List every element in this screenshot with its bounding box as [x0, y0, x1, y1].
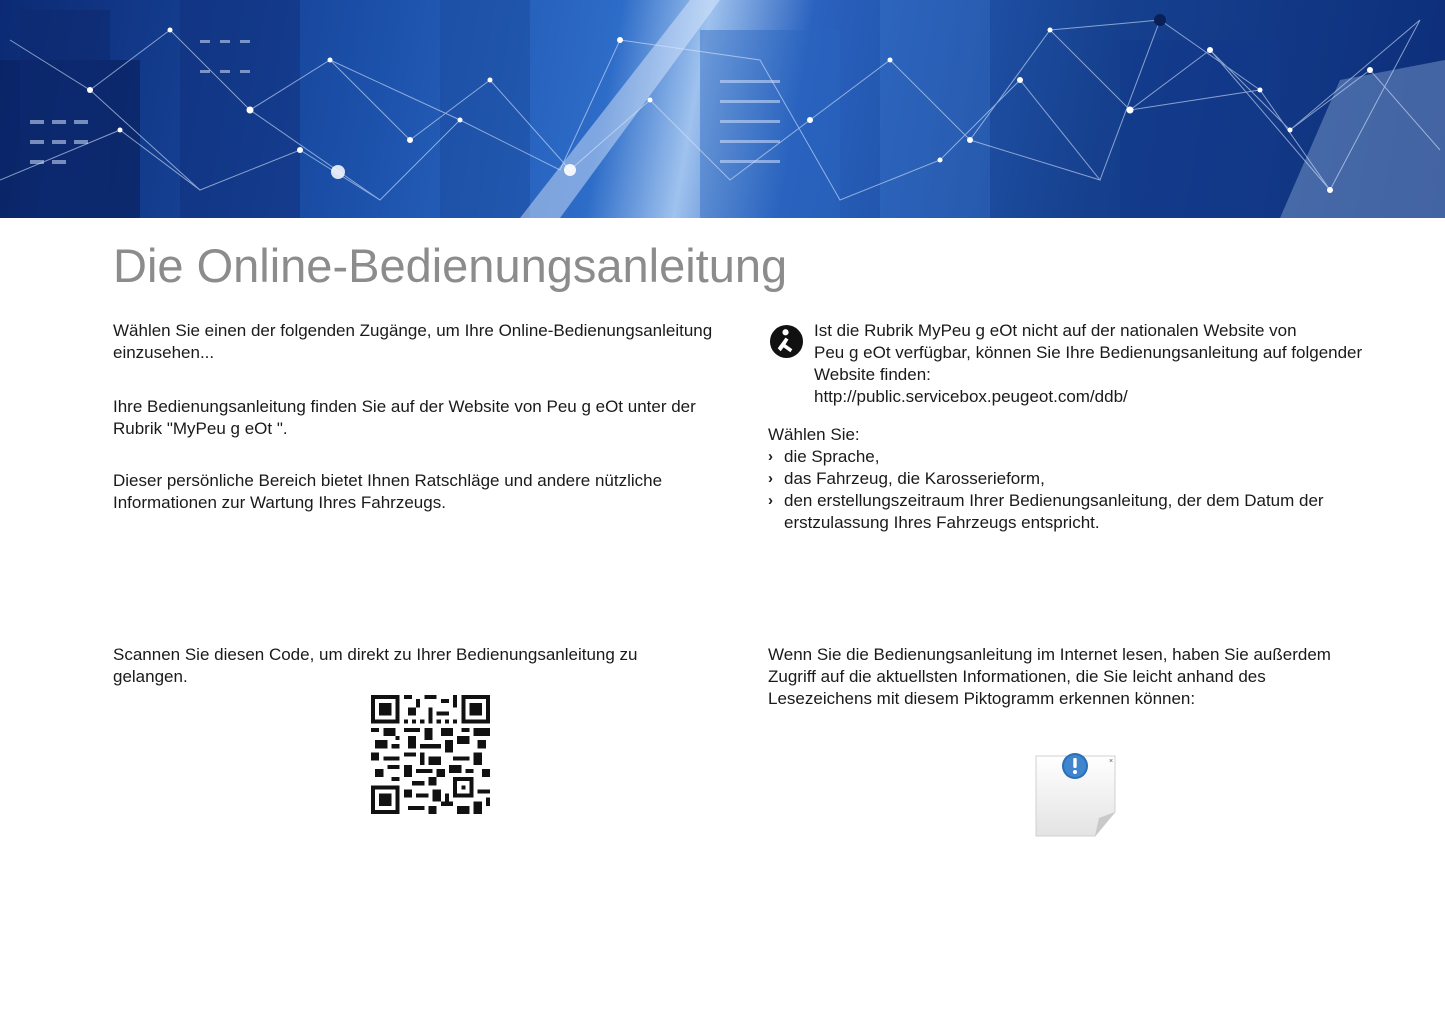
info-line-1: Ist die Rubrik MyPeu g eOt nicht auf der nationalen Website von — [814, 321, 1297, 340]
choose-label: Wählen Sie: — [768, 425, 860, 444]
chevron-right-icon: › — [768, 448, 773, 465]
chevron-right-icon: › — [768, 492, 773, 509]
info-icon — [769, 324, 804, 359]
info-line-2: Peu g eOt verfügbar, können Sie Ihre Bedienungsanleitung auf folgender — [814, 343, 1363, 362]
servicebox-url[interactable]: http://public.servicebox.peugeot.com/ddb/ — [814, 387, 1128, 406]
bookmark-info-text: Wenn Sie die Bedienungsanleitung im Internet lesen, haben Sie außerdem Zugriff auf die aktuellsten Informationen, die Sie leicht anhand des Lesezeichens mit diesem Piktogramm erkennen können: — [768, 645, 1331, 708]
header-banner — [0, 0, 1445, 218]
list-item: › das Fahrzeug, die Karosserieform, — [768, 469, 1045, 488]
network-graphic — [0, 0, 1445, 218]
choice-list — [768, 446, 1388, 534]
intro-text: Wählen Sie einen der folgenden Zugänge, um Ihre Online-Bedienungsanleitung einzusehen... — [113, 321, 713, 362]
chevron-right-icon: › — [768, 470, 773, 487]
info-line-3: Website finden: — [814, 365, 931, 384]
page-title: Die Online-Bedienungsanleitung — [113, 239, 788, 292]
svg-text:×: × — [1109, 758, 1114, 765]
qr-code-icon[interactable] — [371, 695, 490, 814]
list-item: › die Sprache, — [768, 447, 880, 466]
scan-text: Scannen Sie diesen Code, um direkt zu Ihrer Bedienungsanleitung zu gelangen. — [113, 645, 638, 686]
website-text: Ihre Bedienungsanleitung finden Sie auf der Website von Peu g eOt unter der Rubrik "MyPeu g eOt ". — [113, 397, 696, 438]
personal-area-text: Dieser persönliche Bereich bietet Ihnen Ratschläge und andere nützliche Informationen zur Wartung Ihres Fahrzeugs. — [113, 471, 663, 512]
list-item: › den erstellungszeitraum Ihrer Bedienungsanleitung, der dem Datum der erstzulassung Ihres Fahrzeugs entspricht. — [768, 491, 1324, 532]
bookmark-icon — [1033, 750, 1119, 840]
